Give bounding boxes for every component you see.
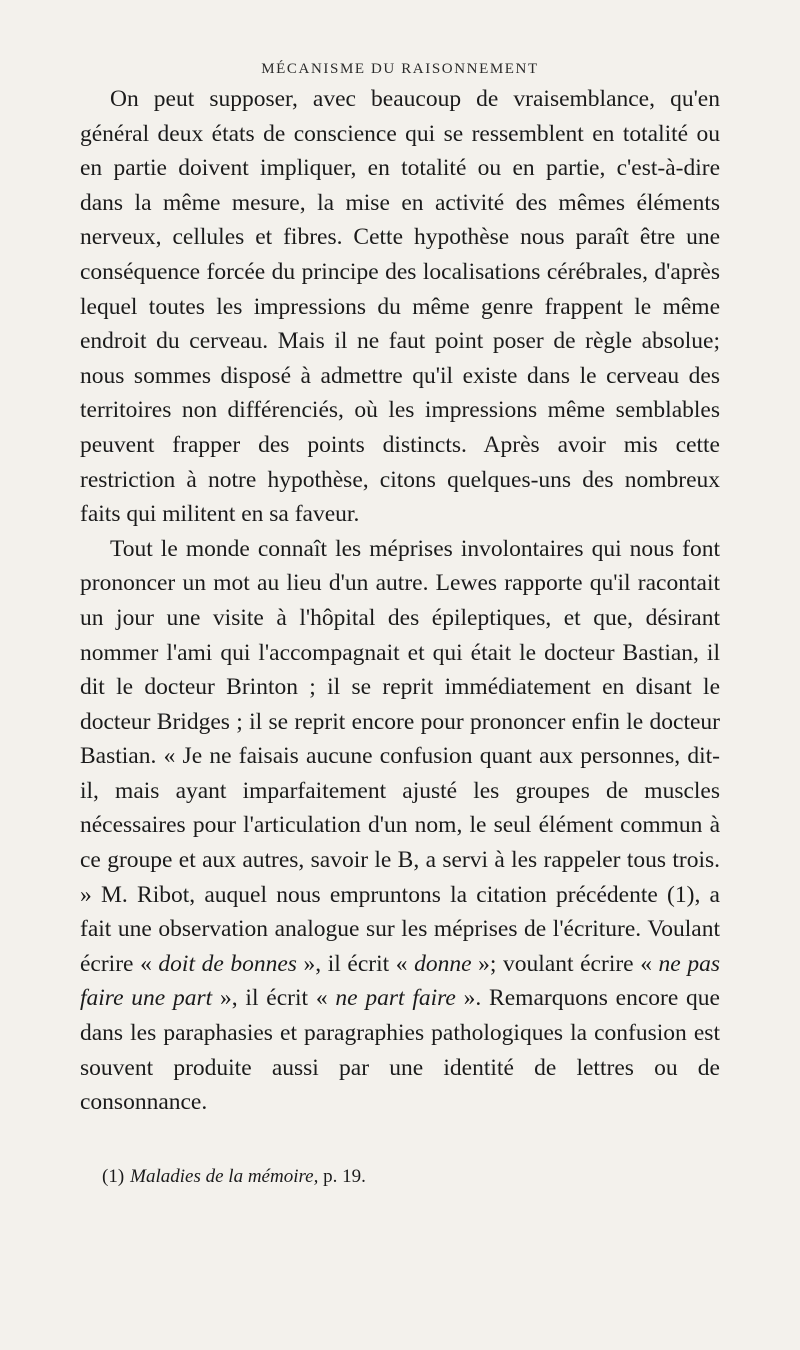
- quote-doit-de-bonnes: doit de bonnes: [158, 950, 297, 977]
- footnote: [102, 1164, 702, 1190]
- paragraph-2: [80, 532, 720, 1120]
- paragraph-2-text-3: »; voulant écrire «: [471, 950, 659, 977]
- running-head: MÉCANISME DU RAISONNEMENT: [261, 61, 539, 77]
- footnote-title: Maladies de la mémoire,: [130, 1166, 319, 1187]
- footnote-number: (1): [102, 1166, 125, 1187]
- paragraph-2-text-2: », il écrit «: [296, 950, 415, 977]
- quote-ne-part-faire: ne part faire: [335, 985, 456, 1012]
- quote-donne: donne: [414, 950, 472, 977]
- paragraph-2-text-5: ». Remarquons encore que dans les paraphasies et paragraphies pathologiques la confusion est souvent produite aussi par une identité de lettres ou de consonnance.: [80, 985, 720, 1116]
- footnote-page-ref: p. 19.: [318, 1166, 366, 1187]
- quote-ne-pas-faire-une-part: ne pas faire une part: [80, 950, 720, 1012]
- body-text: [80, 82, 720, 1120]
- paragraph-1: On peut supposer, avec beaucoup de vraisemblance, qu'en général deux états de conscience qui se ressemblent en totalité ou en partie doivent impliquer, en totalité ou en partie, c'est-à-dire dans la même mesure, la mise en activité des mêmes éléments nerveux, cellules et fibres. Cette hypothèse nous paraît être une conséquence forcée du principe des localisations cérébrales, d'après lequel toutes les impressions du même genre frappent le même endroit du cerveau. Mais il ne faut point poser de règle absolue; nous sommes disposé à admettre qu'il existe dans le cerveau des territoires non différenciés, où les impressions même semblables peuvent frapper des points distincts. Après avoir mis cette restriction à notre hypothèse, citons quelques-uns des nombreux faits qui militent en sa faveur.: [80, 86, 720, 528]
- paragraph-2-text-4: », il écrit «: [212, 985, 336, 1012]
- paragraph-2-text-1: Tout le monde connaît les méprises involontaires qui nous font prononcer un mot au lieu d'un autre. Lewes rapporte qu'il racontait un jour une visite à l'hôpital des épileptiques, et que, désirant nommer l'ami qui l'accompagnait et qui était le docteur Bastian, il dit le docteur Brinton ; il se reprit immédiatement en disant le docteur Bridges ; il se reprit encore pour prononcer enfin le docteur Bastian. « Je ne faisais aucune confusion quant aux personnes, dit-il, mais ayant imparfaitement ajusté les groupes de muscles nécessaires pour l'articulation d'un nom, le seul élément commun à ce groupe et aux autres, savoir le B, a servi à les rappeler tous trois. » M. Ribot, auquel nous empruntons la citation précédente (1), a fait une observation analogue sur les méprises de l'écriture. Voulant écrire «: [80, 535, 720, 977]
